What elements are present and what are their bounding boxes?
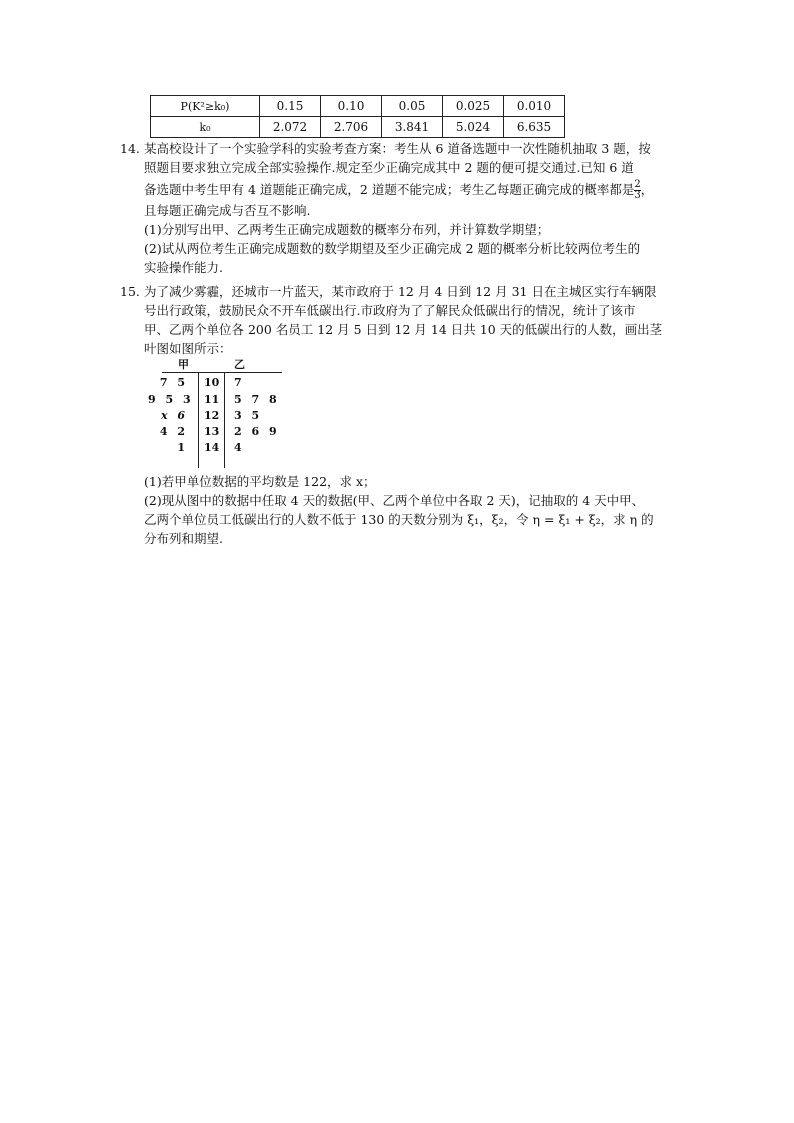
stem-leaf-header-line [162, 372, 282, 373]
stem-leaf-stem: 13 [204, 425, 220, 438]
subquestion-text: (2)试从两位考生正确完成题数的数学期望及至少正确完成 2 题的概率分析比较两位考生的 [144, 241, 641, 256]
problem-text: 且每题正确完成与否互不影响. [144, 203, 311, 218]
fraction-numerator: 2 [634, 179, 641, 190]
table-cell: 0.05 [382, 96, 443, 117]
critical-value-table [150, 95, 565, 138]
stem-leaf-left-leaves: 4 2 [159, 425, 188, 438]
table-row [151, 96, 565, 117]
stem-leaf-right-leaves: 4 [234, 441, 245, 454]
table-cell: 6.635 [504, 117, 565, 138]
problem-15-line [120, 301, 700, 320]
stem-leaf-right-leaves: 2 6 9 [234, 425, 280, 438]
problem-15-subquestions [120, 472, 700, 548]
subquestion [120, 510, 700, 529]
table-cell: 0.15 [260, 96, 321, 117]
stem-leaf-left-label: 甲 [178, 358, 189, 371]
stem-leaf-stem: 10 [204, 376, 220, 389]
problem-text: 号出行政策，鼓励民众不开车低碳出行.市政府为了了解民众低碳出行的情况，统计了该市 [144, 303, 636, 318]
stem-leaf-left-leaves: 7 5 [159, 376, 188, 389]
problem-text: 某高校设计了一个实验学科的实验考查方案：考生从 6 道备选题中一次性随机抽取 3 题，按 [144, 141, 651, 156]
table-cell: 3.841 [382, 117, 443, 138]
stem-leaf-divider [198, 372, 199, 468]
stem-leaf-stem: 14 [204, 441, 220, 454]
table-cell: 2.706 [321, 117, 382, 138]
stem-leaf-right-label: 乙 [234, 358, 245, 371]
subquestion-text: 乙两个单位员工低碳出行的人数不低于 130 的天数分别为 ξ₁，ξ₂，令 η = ξ₁ + ξ₂，求 η 的 [144, 512, 654, 527]
fraction-denominator: 3 [634, 190, 641, 201]
problem-15-line [120, 282, 700, 301]
table-cell: k₀ [151, 117, 260, 138]
subquestion [120, 239, 700, 258]
stem-leaf-left-leaves: 9 5 3 [148, 393, 194, 406]
subquestion [120, 529, 700, 548]
subquestion-text: (2)现从图中的数据中任取 4 天的数据(甲、乙两个单位中各取 2 天)，记抽取的 4 天中甲、 [144, 493, 645, 508]
table-cell: 2.072 [260, 117, 321, 138]
problem-15-line [120, 320, 700, 339]
stem-leaf-divider [224, 372, 225, 468]
problem-text: 叶图如图所示： [144, 341, 232, 356]
table-cell: 5.024 [443, 117, 504, 138]
subquestion [120, 472, 700, 491]
stem-leaf-stem: 12 [204, 409, 220, 422]
subquestion-text: (1)分别写出甲、乙两考生正确完成题数的概率分布列，并计算数学期望； [144, 222, 550, 237]
problem-text: 照题目要求独立完成全部实验操作.规定至少正确完成其中 2 题的便可提交通过.已知 6 道 [144, 160, 634, 175]
subquestion-text: 分布列和期望. [144, 531, 223, 546]
problem-14 [120, 139, 700, 277]
problem-text: ， [640, 182, 654, 197]
problem-text: 备选题中考生甲有 4 道题能正确完成，2 道题不能完成；考生乙每题正确完成的概率都是 [144, 182, 635, 197]
stem-leaf-plot [148, 356, 288, 468]
problem-14-line [120, 139, 700, 158]
problem-14-line [120, 158, 700, 177]
problem-14-line [120, 201, 700, 220]
problem-number: 14. [120, 141, 140, 156]
stem-leaf-right-leaves: 5 7 8 [234, 393, 280, 406]
problem-text: 为了减少雾霾，还城市一片蓝天，某市政府于 12 月 4 日到 12 月 31 日在主城区实行车辆限 [144, 284, 657, 299]
stem-leaf-left-leaves: 1 [177, 441, 188, 454]
table-cell: 0.025 [443, 96, 504, 117]
table-row [151, 117, 565, 138]
subquestion [120, 258, 700, 277]
stem-leaf-right-leaves: 7 [234, 376, 245, 389]
subquestion [120, 491, 700, 510]
problem-14-line [120, 180, 700, 201]
table-cell: P(K²≥k₀) [151, 96, 260, 117]
table-cell: 0.10 [321, 96, 382, 117]
problem-15 [120, 282, 700, 358]
subquestion-text: (1)若甲单位数据的平均数是 122，求 x； [144, 474, 376, 489]
problem-number: 15. [120, 284, 140, 299]
stem-leaf-stem: 11 [204, 393, 220, 406]
subquestion-text: 实验操作能力. [144, 260, 223, 275]
stem-leaf-left-leaves: x 6 [160, 409, 188, 422]
subquestion [120, 220, 700, 239]
table-cell: 0.010 [504, 96, 565, 117]
stem-leaf-right-leaves: 3 5 [234, 409, 263, 422]
problem-text: 甲、乙两个单位各 200 名员工 12 月 5 日到 12 月 14 日共 10 天的低碳出行的人数，画出茎 [144, 322, 663, 337]
